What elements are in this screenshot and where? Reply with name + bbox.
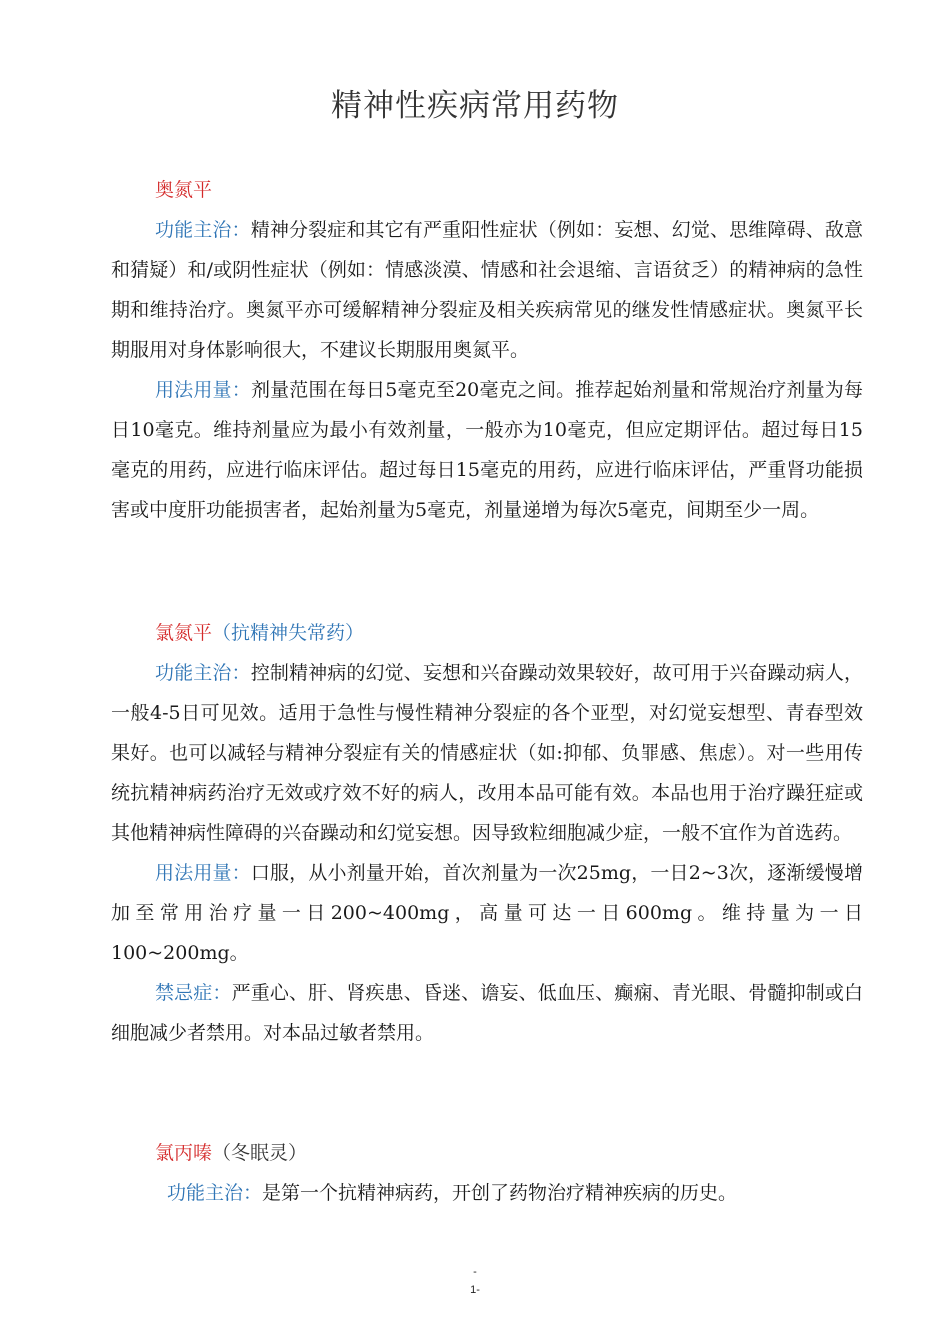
dosage-text: 口服，从小剂量开始，首次剂量为一次25mg，一日2~3次，逐渐缓慢增加至常用治疗量一日200~400mg，高量可达一日600mg。维持量为一日100~200mg。 — [111, 862, 863, 964]
contraindication-paragraph — [111, 973, 863, 1053]
indication-text: 精神分裂症和其它有严重阳性症状（例如：妄想、幻觉、思维障碍、敌意和猜疑）和/或阴性症状（例如：情感淡漠、情感和社会退缩、言语贫乏）的精神病的急性期和维持治疗。奥氮平亦可缓解精神分裂症及相关疾病常见的继发性情感症状。奥氮平长期服用对身体影响很大，不建议长期服用奥氮平。 — [111, 219, 863, 361]
dosage-text: 剂量范围在每日5毫克至20毫克之间。推荐起始剂量和常规治疗剂量为每日10毫克。维持剂量应为最小有效剂量，一般亦为10毫克，但应定期评估。超过每日15毫克的用药，应进行临床评估。超过每日15毫克的用药，应进行临床评估，严重肾功能损害或中度肝功能损害者，起始剂量为5毫克，剂量递增为每次5毫克，间期至少一周。 — [111, 379, 863, 521]
dosage-paragraph — [111, 853, 863, 973]
indication-text: 是第一个抗精神病药，开创了药物治疗精神疾病的历史。 — [262, 1182, 738, 1204]
dosage-label: 用法用量： — [155, 862, 251, 884]
contraindication-text: 严重心、肝、肾疾患、昏迷、谵妄、低血压、癫痫、青光眼、骨髓抑制或白细胞减少者禁用。对本品过敏者禁用。 — [111, 982, 863, 1044]
page-title: 精神性疾病常用药物 — [331, 88, 619, 124]
drug-heading — [111, 1133, 863, 1173]
indication-text: 控制精神病的幻觉、妄想和兴奋躁动效果较好，故可用于兴奋躁动病人，一般4-5日可见效。适用于急性与慢性精神分裂症的各个亚型，对幻觉妄想型、青春型效果好。也可以减轻与精神分裂症有关的情感症状（如:抑郁、负罪感、焦虑）。对一些用传统抗精神病药治疗无效或疗效不好的病人，改用本品可能有效。本品也用于治疗躁狂症或其他精神病性障碍的兴奋躁动和幻觉妄想。因导致粒细胞减少症，一般不宜作为首选药。 — [111, 662, 863, 844]
drug-heading — [111, 613, 863, 653]
page-number: 1- — [470, 1284, 480, 1296]
indication-paragraph — [111, 1173, 863, 1213]
indication-label: 功能主治： — [167, 1182, 263, 1204]
contraindication-label: 禁忌症： — [155, 982, 232, 1004]
indication-label: 功能主治： — [155, 219, 251, 241]
drug-section-clozapine — [111, 613, 863, 1053]
footer-dash: - — [473, 1266, 477, 1278]
indication-paragraph — [111, 653, 863, 853]
indication-label: 功能主治： — [155, 662, 251, 684]
dosage-paragraph — [111, 370, 863, 530]
drug-name: 氯丙嗪 — [155, 1142, 213, 1164]
drug-heading — [111, 170, 863, 210]
drug-name: 氯氮平 — [155, 622, 213, 644]
drug-name: 奥氮平 — [155, 179, 213, 201]
drug-section-chlorpromazine — [111, 1133, 863, 1213]
indication-paragraph — [111, 210, 863, 370]
drug-alias: （冬眠灵） — [212, 1142, 308, 1164]
drug-section-olanzapine — [111, 170, 863, 530]
dosage-label: 用法用量： — [155, 379, 251, 401]
drug-alias: （抗精神失常药） — [212, 622, 365, 644]
